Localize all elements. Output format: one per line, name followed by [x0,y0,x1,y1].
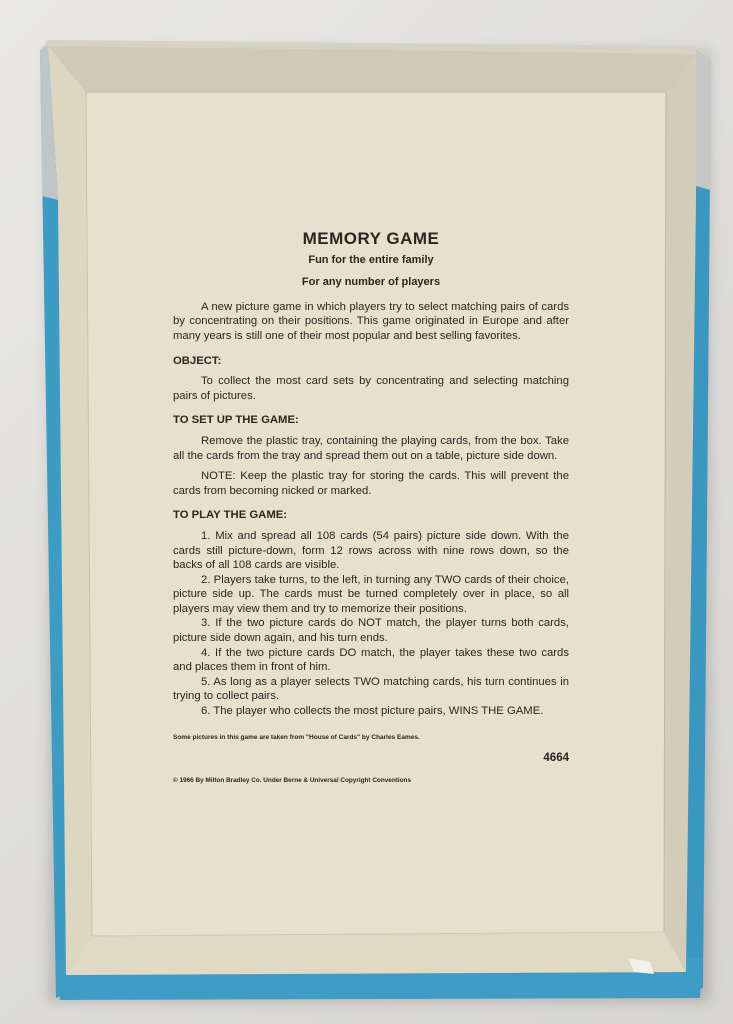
box-inner-bottom-wall [66,932,686,975]
rule-item: 2. Players take turns, to the left, in turning any TWO cards of their choice, picture side up. The cards must be turned completely over in place, so all players may view them and try to memorize their positions. [173,573,569,615]
setup-heading: TO SET UP THE GAME: [173,414,299,427]
product-number: 4664 [543,752,569,765]
play-heading: TO PLAY THE GAME: [173,509,288,522]
object-paragraph: To collect the most card sets by concentrating and selecting matching pairs of pictures. [173,375,569,402]
rule-item: 6. The player who collects the most picture pairs, WINS THE GAME. [201,705,544,718]
game-title: MEMORY GAME [302,229,440,248]
rule-item: 5. As long as a player selects TWO matching cards, his turn continues in trying to collect pairs. [173,675,569,703]
rule-item: 1. Mix and spread all 108 cards (54 pairs) picture side down. With the cards still picture-down, form 12 rows across with nine rows down, so the backs of all 108 cards are visible. [173,529,569,572]
note-paragraph: NOTE: Keep the plastic tray for storing the cards. This will prevent the cards from becoming nicked or marked. [173,470,569,497]
box-inner-top-wall [48,46,696,92]
rules-text [173,229,569,788]
setup-paragraph: Remove the plastic tray, containing the playing cards, from the box. Take all the cards from the tray and spread them out on a table, picture side down. [173,434,569,462]
rule-item: 4. If the two picture cards DO match, the player takes these two cards and places them in front of him. [173,646,569,674]
subtitle-players: For any number of players [301,276,441,289]
rule-item: 3. If the two picture cards do NOT match, the player turns both cards, picture side down again, and his turn ends. [173,617,569,645]
picture-credit: Some pictures in this game are taken from "House of Cards" by Charles Eames. [173,733,420,741]
intro-paragraph: A new picture game in which players try to select matching pairs of cards by concentrating on their positions. This game originated in Europe and after many years is still one of their most popular and best selling favorites. [173,300,569,342]
subtitle-family: Fun for the entire family [308,253,434,266]
box-grey-edge-right [696,50,711,190]
object-heading: OBJECT: [173,354,222,367]
copyright-notice: © 1966 By Milton Bradley Co. Under Berne & Universal Copyright Conventions [173,776,412,784]
